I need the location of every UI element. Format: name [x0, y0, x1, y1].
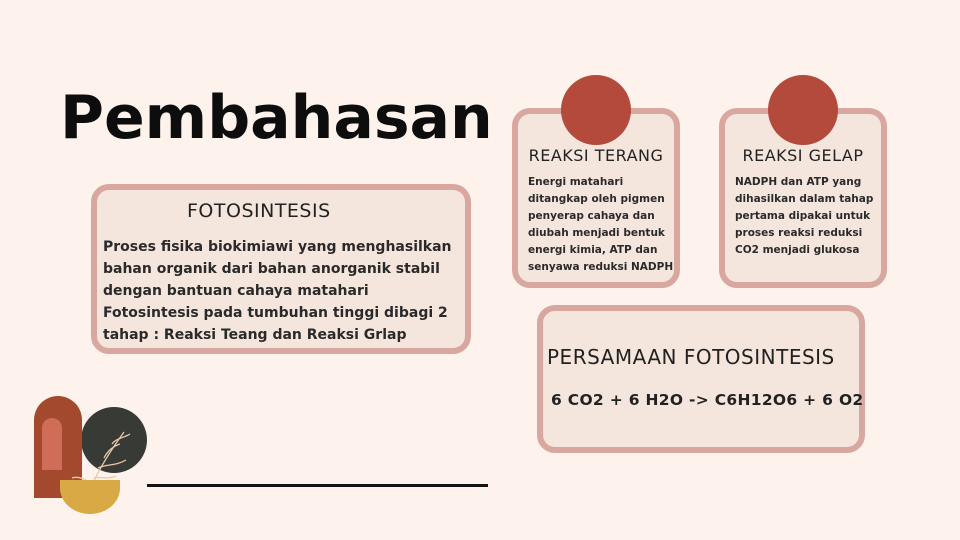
reaksi-terang-circle-decoration — [561, 75, 631, 145]
page-title: Pembahasan — [60, 83, 493, 153]
reaksi-terang-heading: REAKSI TERANG — [528, 146, 664, 165]
reaksi-terang-body: Energi matahari ditangkap oleh pigmen penyerap cahaya dan diubah menjadi bentuk energi kimia, ATP dan senyawa reduksi NADPH — [528, 176, 674, 273]
fotosintesis-heading: FOTOSINTESIS — [187, 200, 331, 222]
reaksi-gelap-circle-decoration — [768, 75, 838, 145]
persamaan-equation: 6 CO2 + 6 H2O -> C6H12O6 + 6 O2 — [551, 391, 864, 409]
fotosintesis-body: Proses fisika biokimiawi yang menghasilkan bahan organik dari bahan anorganik stabil dengan bantuan cahaya matahari Fotosintesis pada tumbuhan tinggi dibagi 2 tahap : Reaksi Teang dan Reaksi Grlap — [103, 239, 452, 343]
divider-line — [147, 484, 488, 487]
persamaan-heading: PERSAMAAN FOTOSINTESIS — [547, 345, 835, 369]
reaksi-gelap-body: NADPH dan ATP yang dihasilkan dalam tahap pertama dipakai untuk proses reaksi reduksi CO2 menjadi glukosa — [735, 176, 874, 256]
reaksi-gelap-heading: REAKSI GELAP — [742, 146, 864, 165]
plant-decoration-icon — [28, 388, 158, 518]
fotosintesis-card — [91, 184, 471, 354]
persamaan-card — [537, 305, 865, 453]
